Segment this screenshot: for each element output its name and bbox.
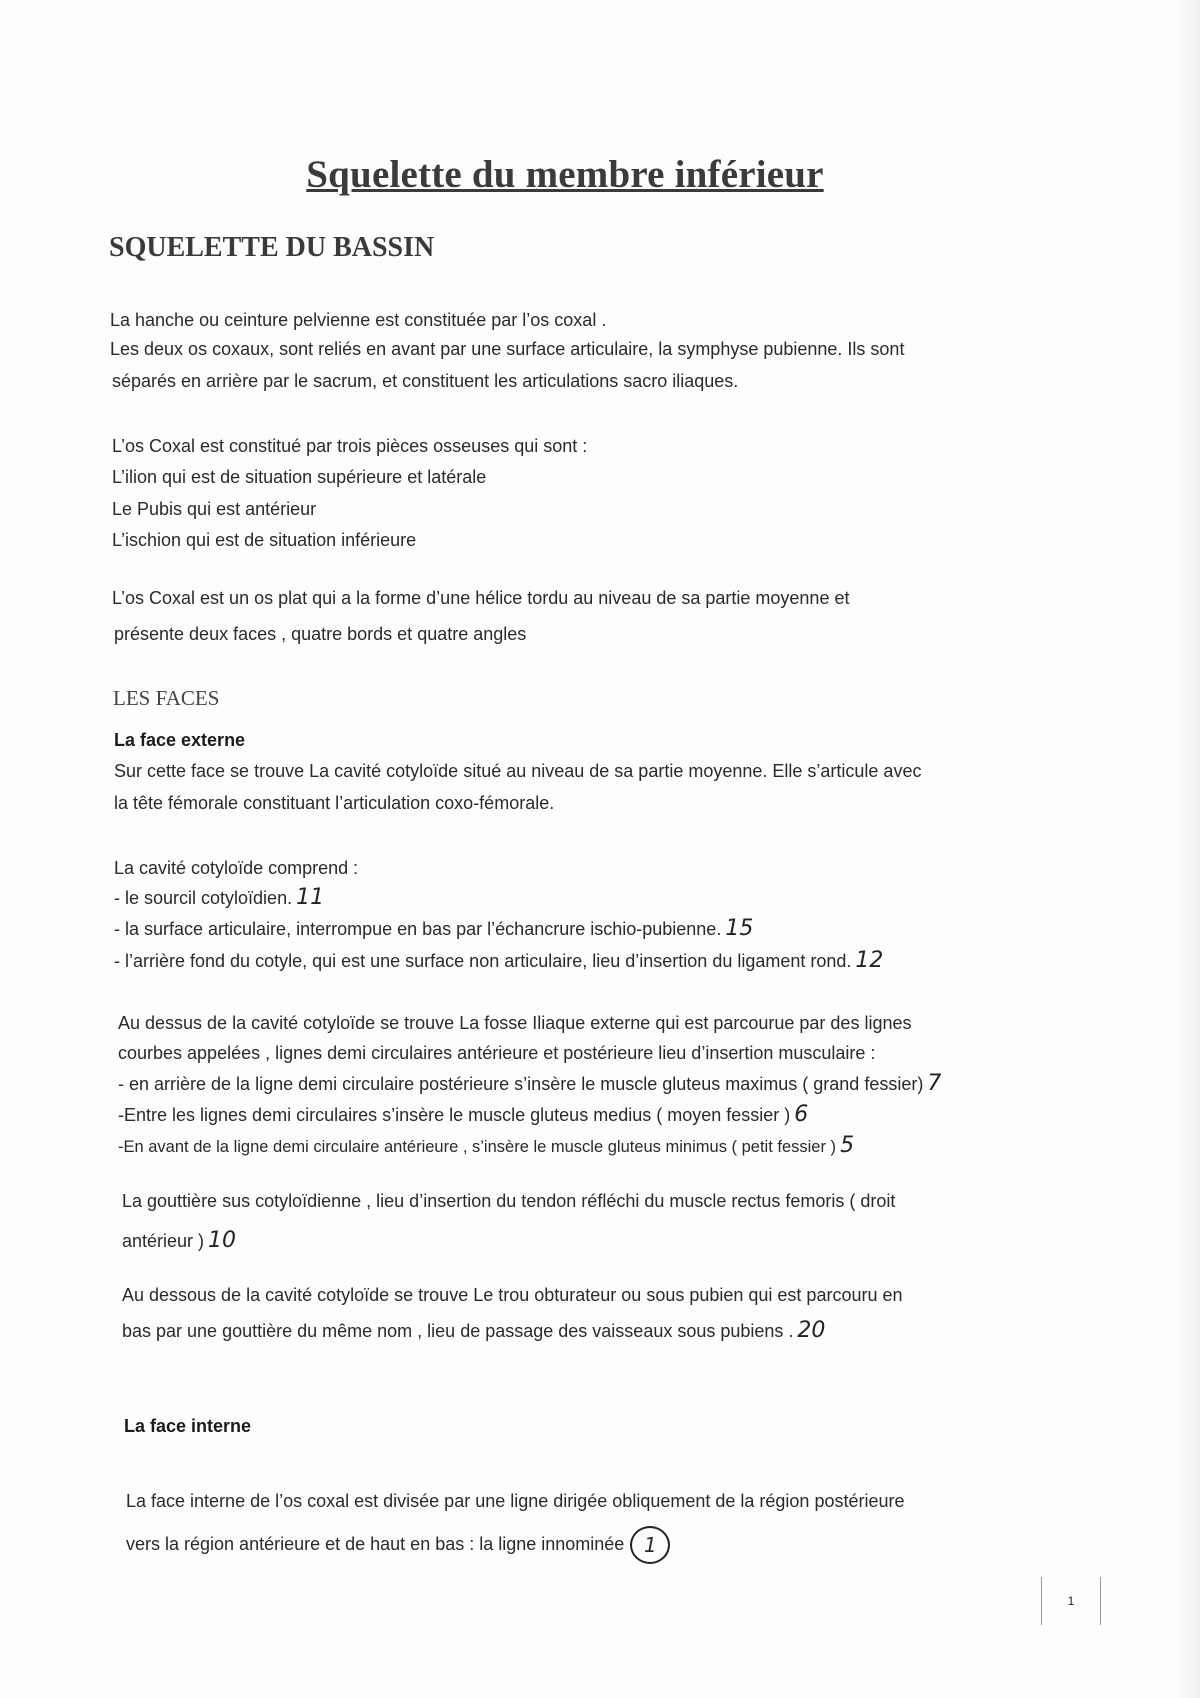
handwritten-note: 7 [927, 1071, 942, 1096]
handwritten-note: 5 [840, 1133, 855, 1158]
intro-line: séparés en arrière par le sacrum, et constituent les articulations sacro iliaques. [112, 371, 739, 391]
handwritten-note: 10 [208, 1228, 237, 1253]
trou-text: Au dessous de la cavité cotyloïde se trouve Le trou obturateur ou sous pubien qui est parcouru en [122, 1285, 903, 1305]
gouttiere-text: La gouttière sus cotyloïdienne , lieu d’insertion du tendon réfléchi du muscle rectus femoris ( droit [122, 1191, 896, 1211]
page-title: Squelette du membre inférieur [306, 153, 824, 196]
gouttiere-line [122, 1190, 895, 1212]
muscle-text: -Entre les lignes demi circulaires s’insère le muscle gluteus medius ( moyen fessier ) [118, 1105, 791, 1125]
cavite-item-text: - le sourcil cotyloïdien. [114, 888, 293, 908]
pieces-line: L’os Coxal est constitué par trois pièces osseuses qui sont : [112, 436, 588, 456]
face-externe-line: la tête fémorale constituant l’articulation coxo-fémorale. [114, 793, 555, 813]
fosse-line: Au dessus de la cavité cotyloïde se trouve La fosse Iliaque externe qui est parcourue par des lignes [118, 1013, 912, 1033]
pieces-line: L’ischion qui est de situation inférieure [112, 530, 417, 550]
intro-line: Les deux os coxaux, sont reliés en avant par une surface articulaire, la symphyse pubienne. Ils sont [110, 339, 905, 359]
face-interne-heading: La face interne [124, 1416, 252, 1436]
face-externe-heading: La face externe [114, 730, 246, 750]
face-externe-line: Sur cette face se trouve La cavité cotyloïde situé au niveau de sa partie moyenne. Elle s’articule avec [114, 761, 922, 781]
face-interne-line: La face interne de l’os coxal est divisée par une ligne dirigée obliquement de la région postérieure [126, 1491, 905, 1511]
circled-handwritten-note: 1 [630, 1526, 670, 1564]
cavite-item-text: - la surface articulaire, interrompue en bas par l’échancrure ischio-pubienne. [114, 919, 722, 939]
cavite-item [114, 887, 324, 909]
muscle-line [118, 1104, 808, 1126]
cavite-intro: La cavité cotyloïde comprend : [114, 858, 359, 878]
muscle-line [118, 1073, 941, 1095]
gouttiere-line [122, 1230, 236, 1252]
handwritten-note: 6 [794, 1102, 809, 1127]
cavite-item [114, 918, 753, 940]
face-interne-text: vers la région antérieure et de haut en bas : la ligne innominée [126, 1533, 625, 1554]
gouttiere-text: antérieur ) [122, 1231, 205, 1251]
page-number: 1 [1041, 1577, 1101, 1625]
intro-line: La hanche ou ceinture pelvienne est constituée par l’os coxal . [110, 310, 607, 330]
fosse-line: courbes appelées , lignes demi circulaires antérieure et postérieure lieu d’insertion musculaire : [118, 1043, 876, 1063]
face-interne-line [126, 1526, 670, 1564]
pieces-line: Le Pubis qui est antérieur [112, 499, 317, 519]
trou-text: bas par une gouttière du même nom , lieu de passage des vaisseaux sous pubiens . [122, 1321, 794, 1341]
faces-heading: LES FACES [113, 686, 220, 710]
pieces-line: L’ilion qui est de situation supérieure et latérale [112, 467, 487, 487]
scan-edge-shadow [1178, 0, 1200, 1698]
trou-line [122, 1320, 825, 1342]
handwritten-note: 20 [797, 1318, 826, 1343]
shape-line: présente deux faces , quatre bords et quatre angles [114, 624, 527, 644]
handwritten-note: 11 [296, 885, 325, 910]
muscle-text: -En avant de la ligne demi circulaire antérieure , s’insère le muscle gluteus minimus ( petit fessier ) [118, 1138, 837, 1156]
section-title: SQUELETTE DU BASSIN [109, 232, 435, 263]
cavite-item-text: - l’arrière fond du cotyle, qui est une surface non articulaire, lieu d’insertion du ligament rond. [114, 951, 852, 971]
shape-line: L’os Coxal est un os plat qui a la forme d’une hélice tordu au niveau de sa partie moyenne et [112, 588, 850, 608]
cavite-item [114, 950, 883, 972]
muscle-text: - en arrière de la ligne demi circulaire postérieure s’insère le muscle gluteus maximus ( grand fessier) [118, 1074, 924, 1094]
trou-line [122, 1284, 903, 1306]
muscle-line [118, 1135, 854, 1158]
handwritten-note: 12 [855, 948, 884, 973]
handwritten-note: 15 [725, 916, 754, 941]
